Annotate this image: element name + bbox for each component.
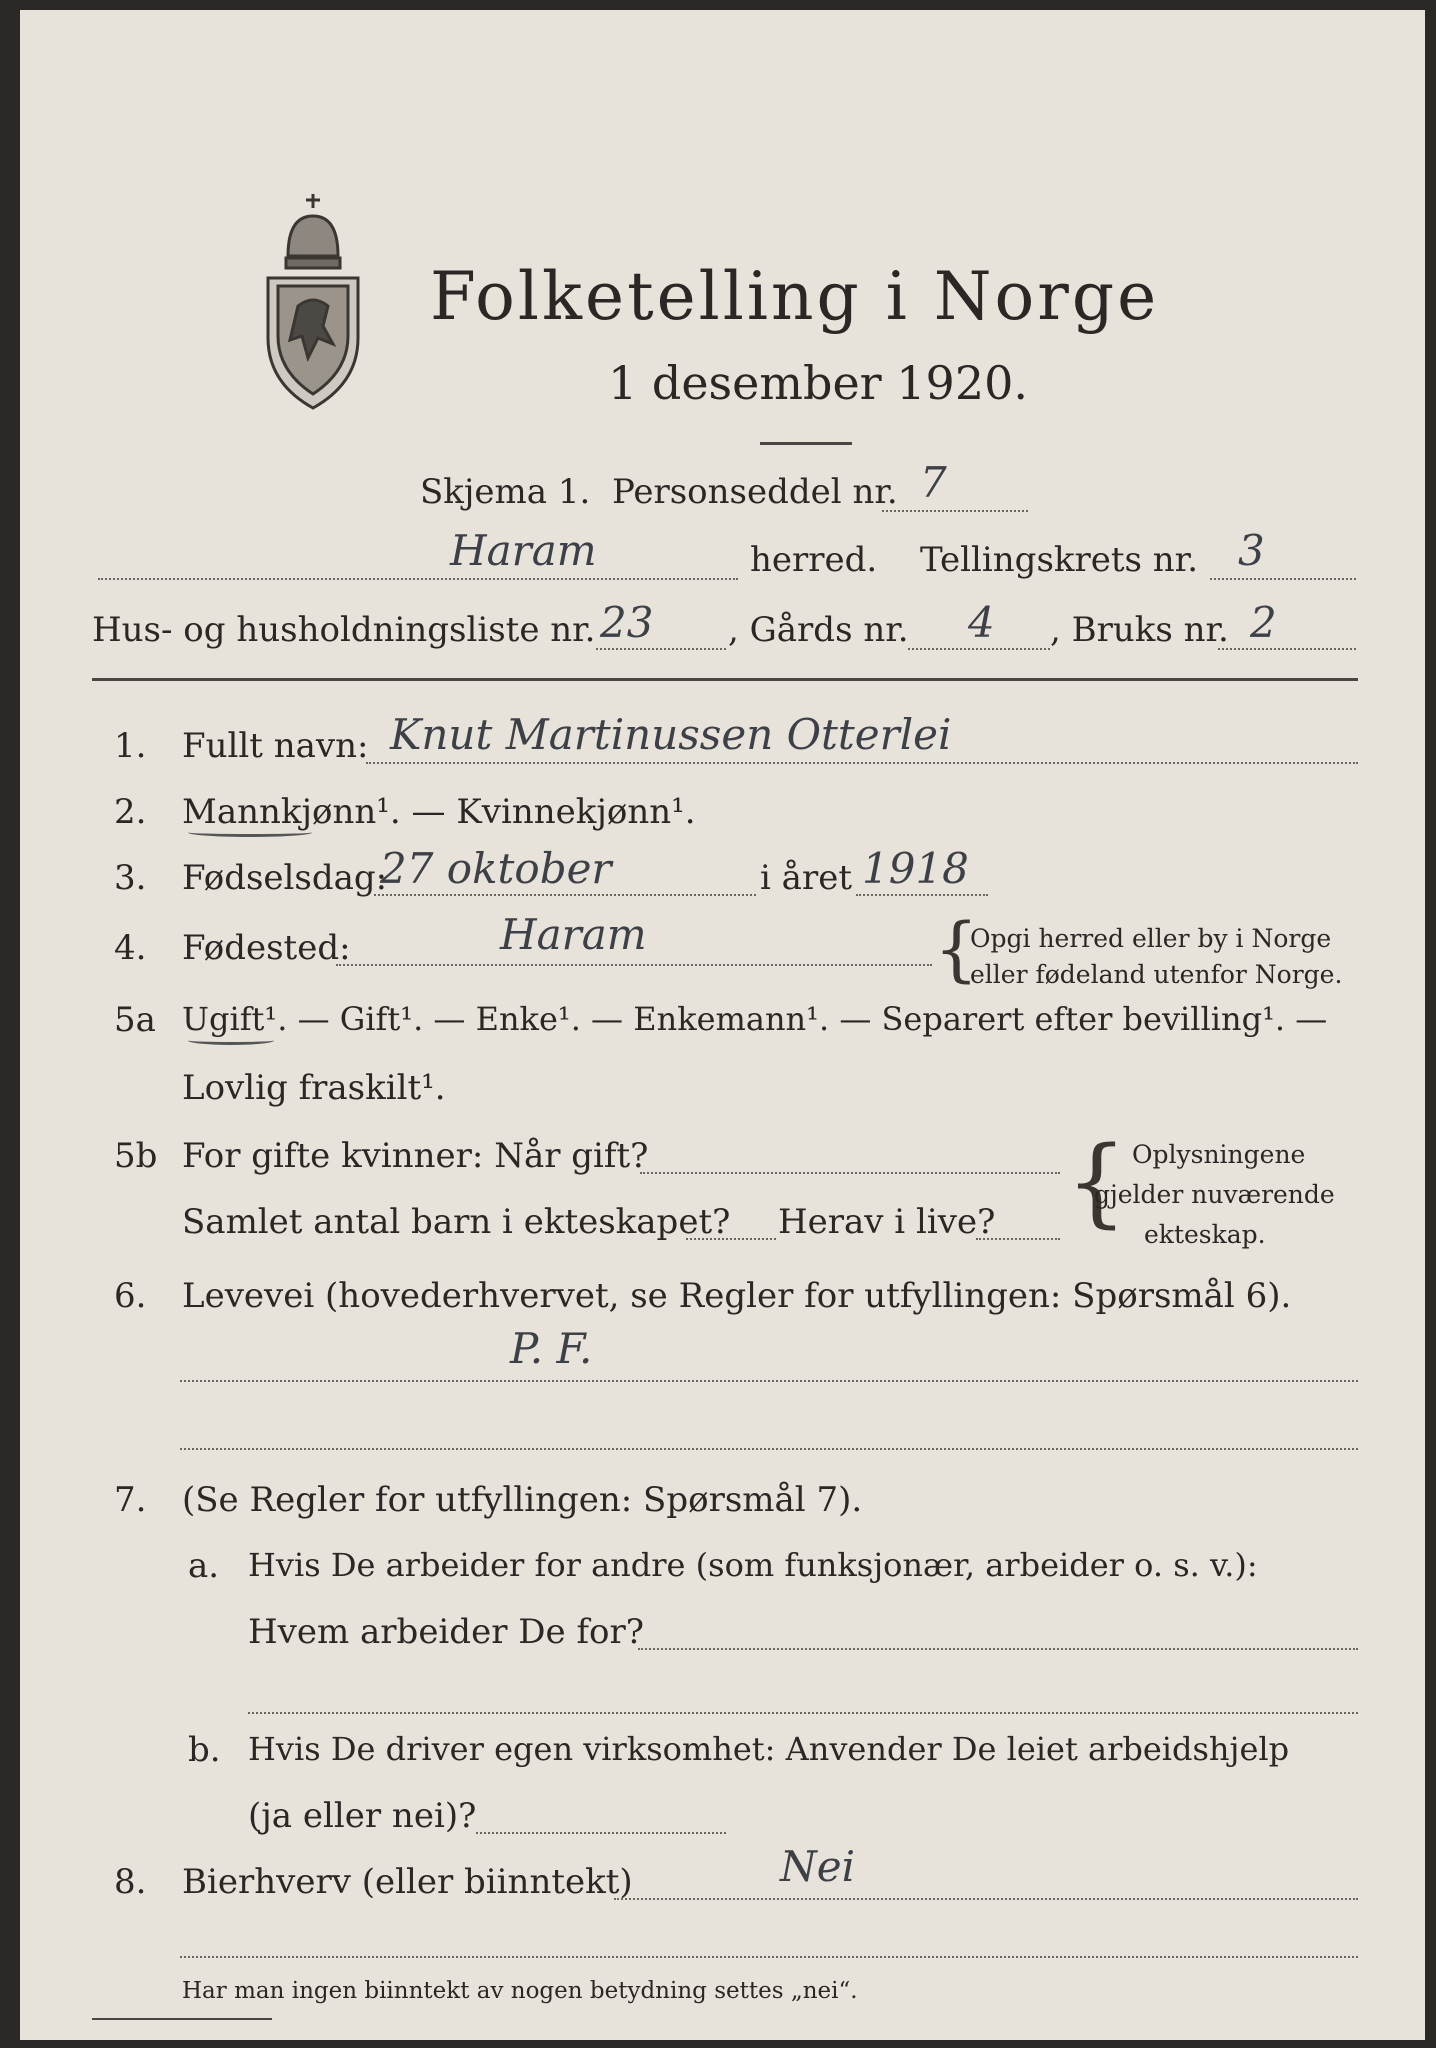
q5b-note-1: Oplysningene bbox=[1132, 1140, 1306, 1169]
bruks-label: , Bruks nr. bbox=[1050, 610, 1229, 650]
q1-number: 1. bbox=[114, 726, 147, 766]
q7a-line1: Hvis De arbeider for andre (som funksjonær, arbeider o. s. v.): bbox=[248, 1546, 1258, 1584]
full-name-value: Knut Martinussen Otterlei bbox=[390, 710, 952, 759]
q5b-note-3: ekteskap. bbox=[1144, 1220, 1266, 1249]
bruks-value: 2 bbox=[1250, 598, 1277, 647]
q5b-line2a: Samlet antal barn i ekteskapet? bbox=[182, 1202, 731, 1242]
q7a-line2: Hvem arbeider De for? bbox=[248, 1612, 644, 1652]
q1-label: Fullt navn: bbox=[182, 726, 369, 766]
occupation-value: P. F. bbox=[510, 1324, 593, 1373]
tellingskrets-label: Tellingskrets nr. bbox=[920, 540, 1199, 580]
title-divider bbox=[760, 442, 852, 445]
tellingskrets-value: 3 bbox=[1238, 526, 1265, 575]
birthdate-value: 27 oktober bbox=[380, 844, 612, 893]
hus-value: 23 bbox=[600, 598, 654, 647]
q6-label: Levevei (hovederhvervet, se Regler for utfyllingen: Spørsmål 6). bbox=[182, 1276, 1292, 1316]
year-label: i året bbox=[760, 858, 852, 898]
q7-label: (Se Regler for utfyllingen: Spørsmål 7). bbox=[182, 1480, 863, 1520]
gards-label: , Gårds nr. bbox=[728, 610, 909, 650]
q6-number: 6. bbox=[114, 1276, 147, 1316]
q7a-letter: a. bbox=[188, 1546, 220, 1586]
q7b-letter: b. bbox=[188, 1730, 221, 1770]
q8-label: Bierhverv (eller biinntekt) bbox=[182, 1862, 633, 1902]
q5a-line1: Ugift¹. — Gift¹. — Enke¹. — Enkemann¹. — Separert efter bevilling¹. — bbox=[182, 1000, 1328, 1038]
q5a-number: 5a bbox=[114, 1000, 156, 1040]
form-date: 1 desember 1920. bbox=[608, 356, 1028, 410]
q3-label: Fødselsdag: bbox=[182, 858, 388, 898]
footer-note: Har man ingen biinntekt av nogen betydning settes „nei“. bbox=[182, 1978, 858, 2004]
birthplace-note-2: eller fødeland utenfor Norge. bbox=[970, 960, 1343, 989]
hus-label: Hus- og husholdningsliste nr. bbox=[92, 610, 596, 650]
birthplace-note-1: Opgi herred eller by i Norge bbox=[970, 924, 1332, 953]
gards-value: 4 bbox=[968, 598, 995, 647]
q5b-note-2: gjelder nuværende bbox=[1094, 1180, 1335, 1209]
q7b-line2: (ja eller nei)? bbox=[248, 1796, 477, 1836]
schema-label: Skjema 1. bbox=[420, 472, 591, 512]
q4-label: Fødested: bbox=[182, 928, 351, 968]
q2-label: Mannkjønn¹. — Kvinnekjønn¹. bbox=[182, 792, 696, 832]
q5a-line2: Lovlig fraskilt¹. bbox=[182, 1068, 446, 1108]
census-form: Folketelling i Norge 1 desember 1920. Skjema 1. Personseddel nr. 7 Haram herred. Tellingskrets nr. 3 Hus- og husholdningsliste nr. 23 , Gårds nr. 4 , Bruks nr. 2 1. Fullt navn: Knut Martinussen Otterlei 2. Mannkjønn¹. — Kvinnekjønn¹. 3. Fødselsdag: 27 oktober i året 1918 4. Fødested: Haram { Opgi herred eller by i Norge eller fødeland utenfor Norge. 5a Ugift¹. — Gift¹. — Enke¹. — Enkemann¹. — Separert efter bevilling¹. — Lovlig fraskilt¹. 5b For gifte kvinner: Når gift? Samlet antal barn i ekteskapet? Herav i live? { Oplysningene gjelder nuværende ekteskap. 6. Levevei (hovederhvervet, se Regler for utfyllingen: Spørsmål 6). P. F. 7. (Se Regler for utfyllingen: Spørsmål 7). a. Hvis De arbeider for andre (som funksjonær, arbeider o. s. v.): Hvem arbeider De for? b. Hvis De driver egen virksomhet: Anvender De leiet arbeidshjelp (ja eller nei)? 8. Bierhverv (eller biinntekt) Nei Har man ingen biinntekt av nogen betydning settes „nei“. bbox=[20, 10, 1425, 2040]
q3-number: 3. bbox=[114, 858, 147, 898]
q5b-number: 5b bbox=[114, 1136, 158, 1176]
side-income-value: Nei bbox=[780, 1842, 856, 1891]
q2-number: 2. bbox=[114, 792, 147, 832]
q5b-line1: For gifte kvinner: Når gift? bbox=[182, 1136, 649, 1176]
herred-label: herred. bbox=[750, 540, 878, 580]
birthplace-value: Haram bbox=[500, 910, 647, 959]
q7-number: 7. bbox=[114, 1480, 147, 1520]
q4-number: 4. bbox=[114, 928, 147, 968]
q8-number: 8. bbox=[114, 1862, 147, 1902]
footnote-divider bbox=[92, 2018, 272, 2020]
personseddel-label: Personseddel nr. bbox=[612, 472, 898, 512]
herred-value: Haram bbox=[450, 526, 597, 575]
mannkjonn-underline bbox=[188, 828, 312, 837]
coat-of-arms-icon bbox=[258, 186, 368, 416]
personseddel-value: 7 bbox=[920, 458, 947, 507]
ugift-underline bbox=[188, 1036, 274, 1045]
form-title: Folketelling i Norge bbox=[430, 258, 1160, 335]
q7b-line1: Hvis De driver egen virksomhet: Anvender De leiet arbeidshjelp bbox=[248, 1730, 1290, 1768]
q5b-line2b: Herav i live? bbox=[778, 1202, 996, 1242]
birth-year-value: 1918 bbox=[862, 844, 969, 893]
header-divider bbox=[92, 678, 1358, 681]
